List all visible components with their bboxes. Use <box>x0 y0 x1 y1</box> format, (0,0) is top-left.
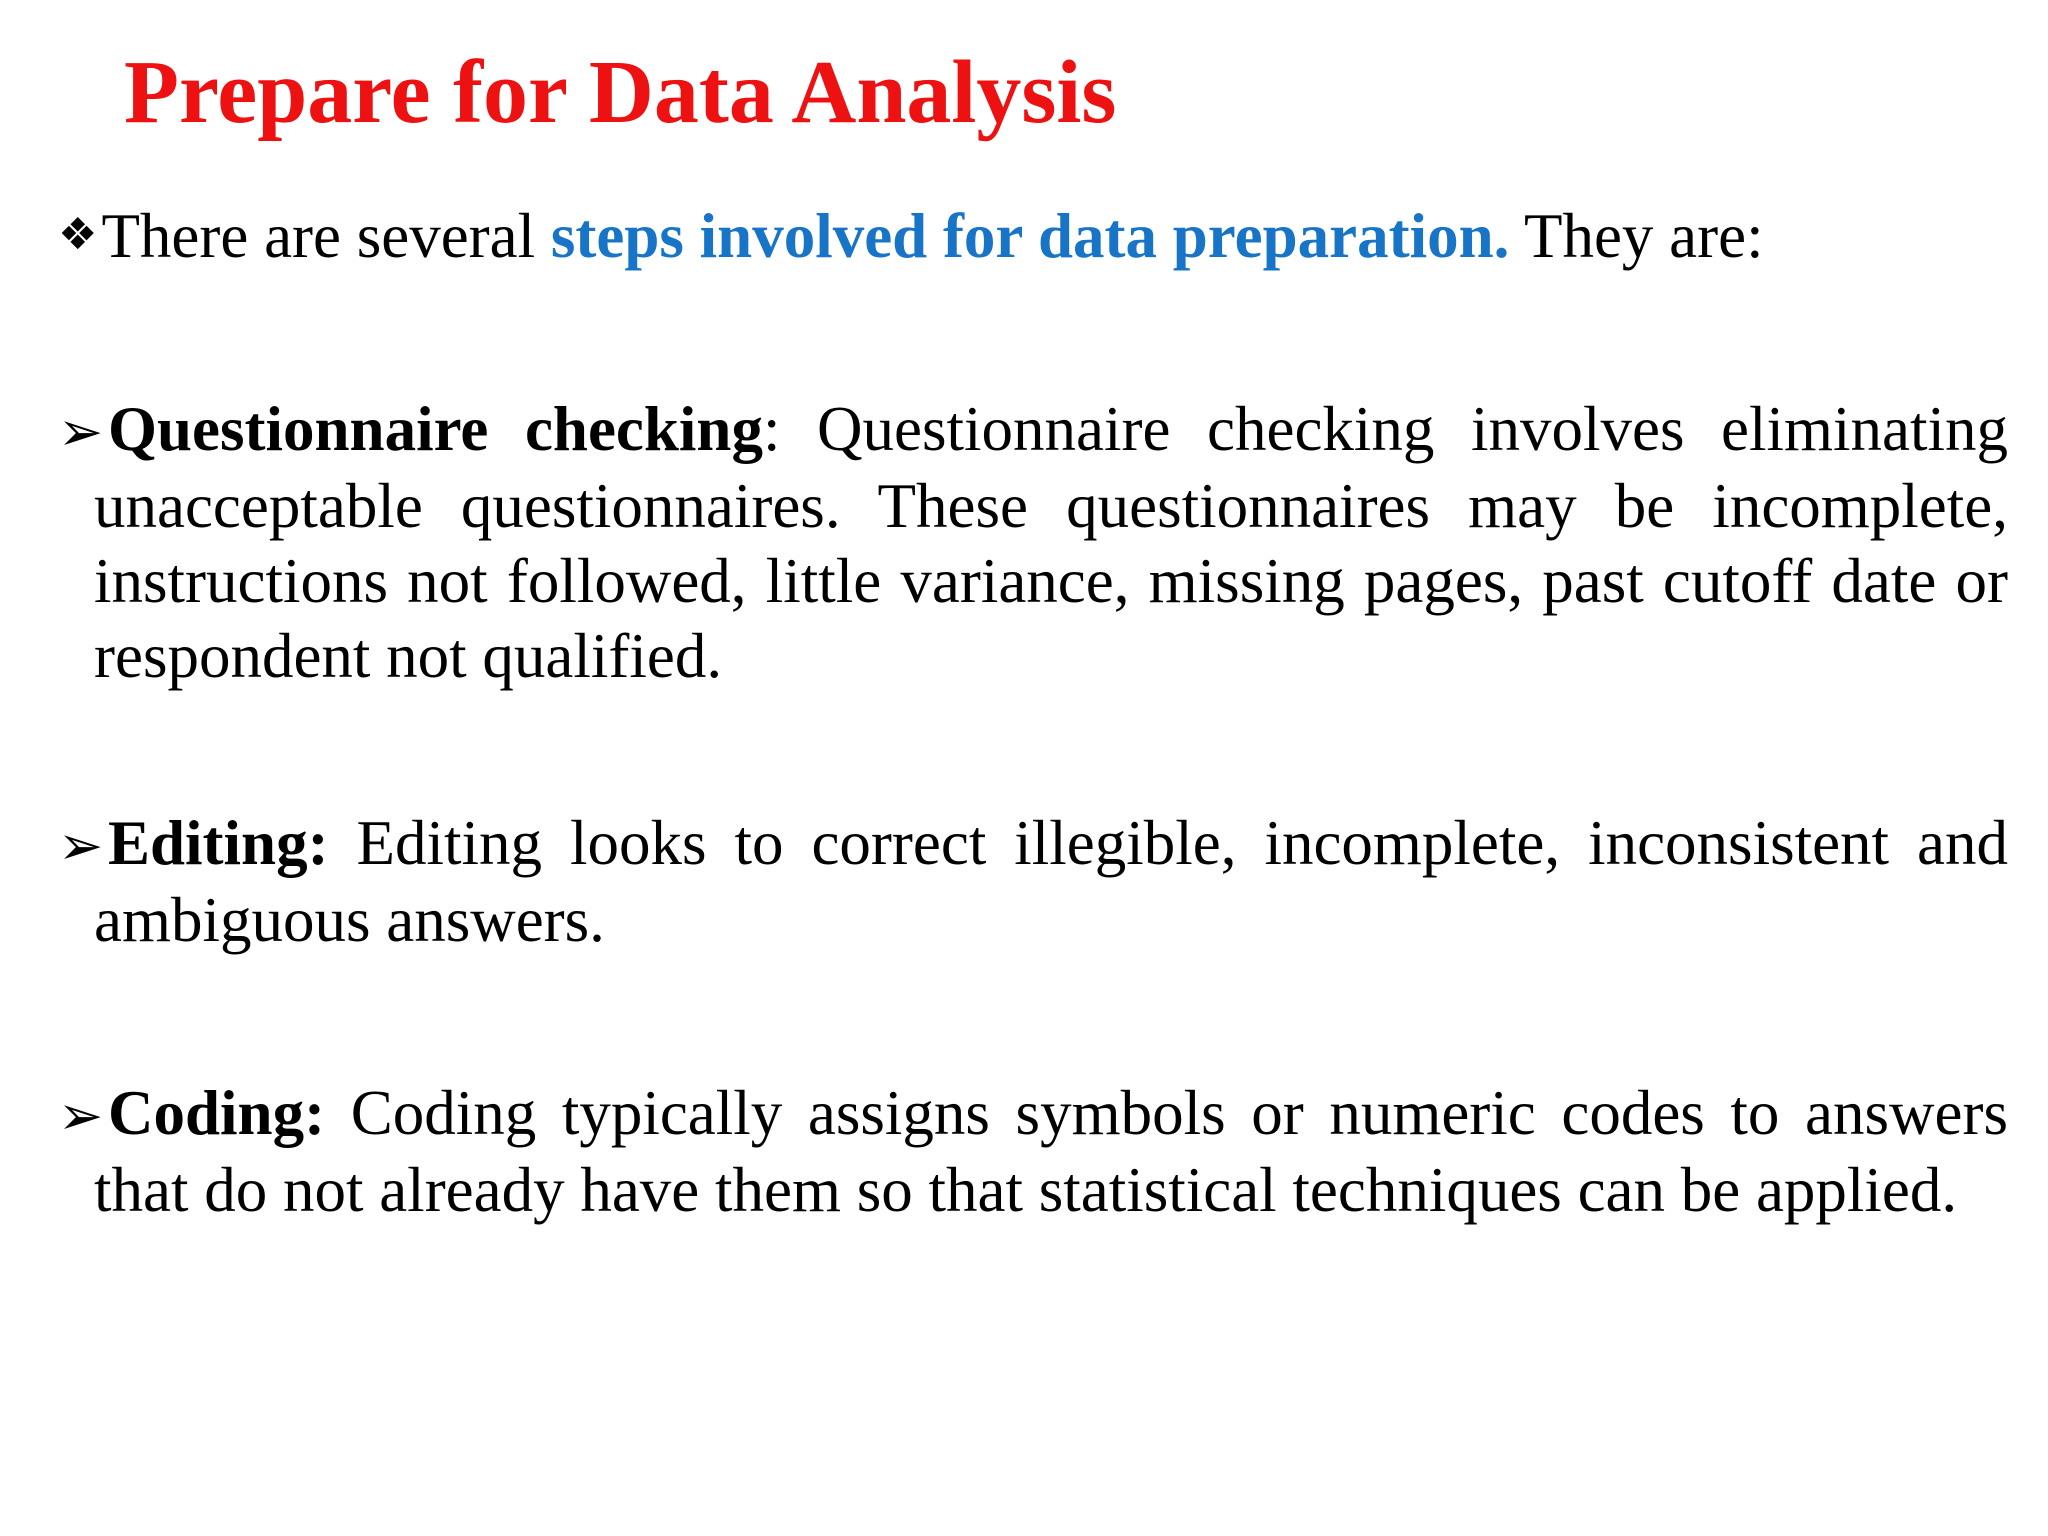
intro-bullet <box>58 196 2008 275</box>
slide-title: Prepare for Data Analysis <box>124 43 1117 142</box>
item-term: Editing: <box>108 808 329 878</box>
intro-prefix: There are several <box>101 201 551 271</box>
item-description: Editing looks to correct illegible, incomplete, inconsistent and ambiguous answers. <box>94 808 2008 955</box>
arrowhead-bullet-icon: ➢ <box>58 1084 104 1147</box>
item-term: Questionnaire checking <box>108 394 763 464</box>
list-item-questionnaire-checking <box>58 392 2008 694</box>
item-description: Coding typically assigns symbols or numeric codes to answers that do not already have them so that statistical techniques can be applied. <box>94 1078 2008 1225</box>
item-separator: : <box>762 394 781 464</box>
list-item-coding <box>58 1076 2008 1228</box>
intro-suffix: They are: <box>1509 201 1764 271</box>
arrowhead-bullet-icon: ➢ <box>58 814 104 877</box>
arrowhead-bullet-icon: ➢ <box>58 400 104 463</box>
four-diamond-bullet-icon: ❖ <box>58 209 98 260</box>
item-term: Coding: <box>108 1078 326 1148</box>
item-description: Questionnaire checking involves eliminating unacceptable questionnaires. These questionnaires may be incomplete, instructions not followed, little variance, missing pages, past cutoff date or respondent not qualified. <box>94 394 2008 691</box>
list-item-editing <box>58 806 2008 958</box>
intro-highlight: steps involved for data preparation. <box>550 201 1510 271</box>
